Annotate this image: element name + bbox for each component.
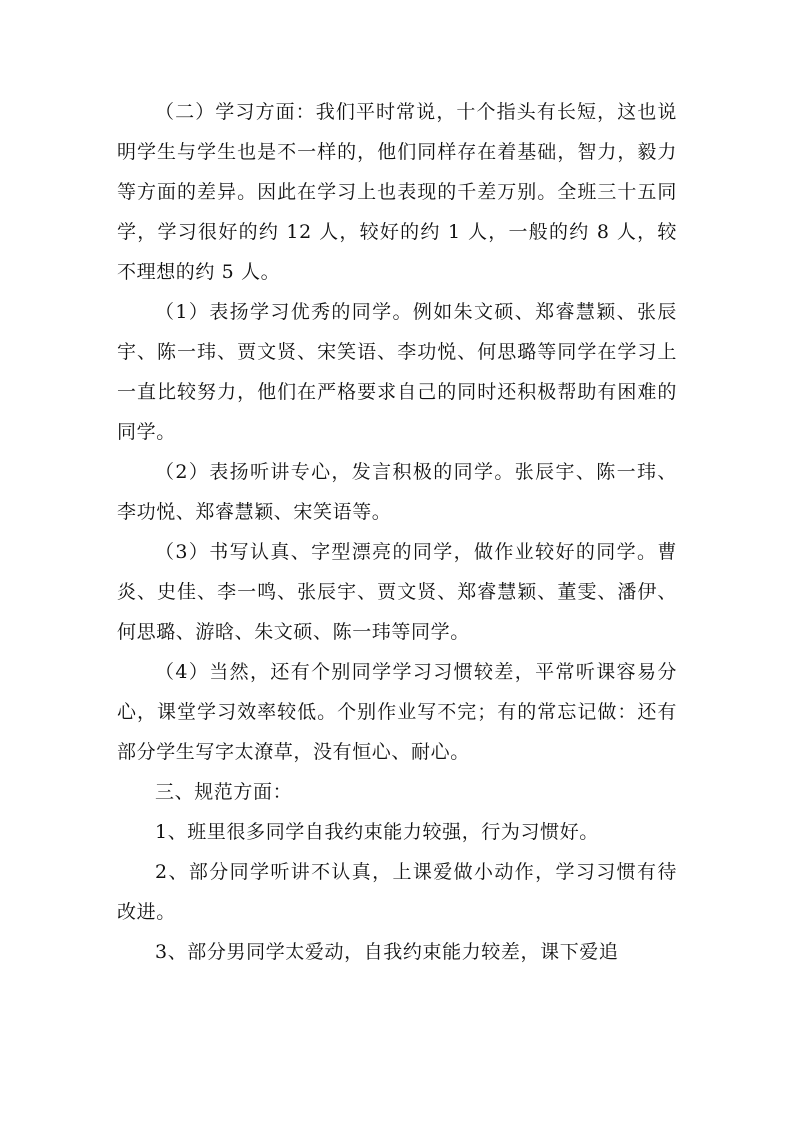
- paragraph-conduct-1: 1、班里很多同学自我约束能力较强，行为习惯好。: [155, 821, 599, 843]
- paragraph-study-overview: （二）学习方面：我们平时常说，十个指头有长短，这也说明学生与学生也是不一样的，他们同样存在着基础，智力，毅力等方面的差异。因此在学习上也表现的千差万别。全班三十五同学，学习很好的约 12 人，较好的约 1 人，一般的约 8 人，较不理想的约 5 人。: [117, 101, 677, 283]
- paragraph-weak-habits: （4）当然，还有个别同学学习习惯较差，平常听课容易分心，课堂学习效率较低。个别作业写不完；有的常忘记做：还有部分学生写字太潦草，没有恒心、耐心。: [117, 661, 677, 763]
- paragraph-conduct-3: 3、部分男同学太爱动，自我约束能力较差，课下爱追: [155, 941, 619, 963]
- paragraph-praise-attentive: （2）表扬听讲专心，发言积极的同学。张辰宇、陈一玮、李功悦、郑睿慧颖、宋笑语等。: [117, 461, 677, 523]
- document-body: [117, 92, 677, 972]
- paragraph-conduct-2: 2、部分同学听讲不认真，上课爱做小动作，学习习惯有待改进。: [117, 861, 677, 923]
- paragraph-praise-excellent: （1）表扬学习优秀的同学。例如朱文硕、郑睿慧颖、张辰宇、陈一玮、贾文贤、宋笑语、李功悦、何思璐等同学在学习上一直比较努力，他们在严格要求自己的同时还积极帮助有困难的同学。: [117, 301, 677, 443]
- heading-conduct: 三、规范方面：: [155, 781, 293, 803]
- paragraph-praise-handwriting: （3）书写认真、字型漂亮的同学，做作业较好的同学。曹炎、史佳、李一鸣、张辰宇、贾文贤、郑睿慧颖、董雯、潘伊、何思璐、游晗、朱文硕、陈一玮等同学。: [117, 541, 677, 643]
